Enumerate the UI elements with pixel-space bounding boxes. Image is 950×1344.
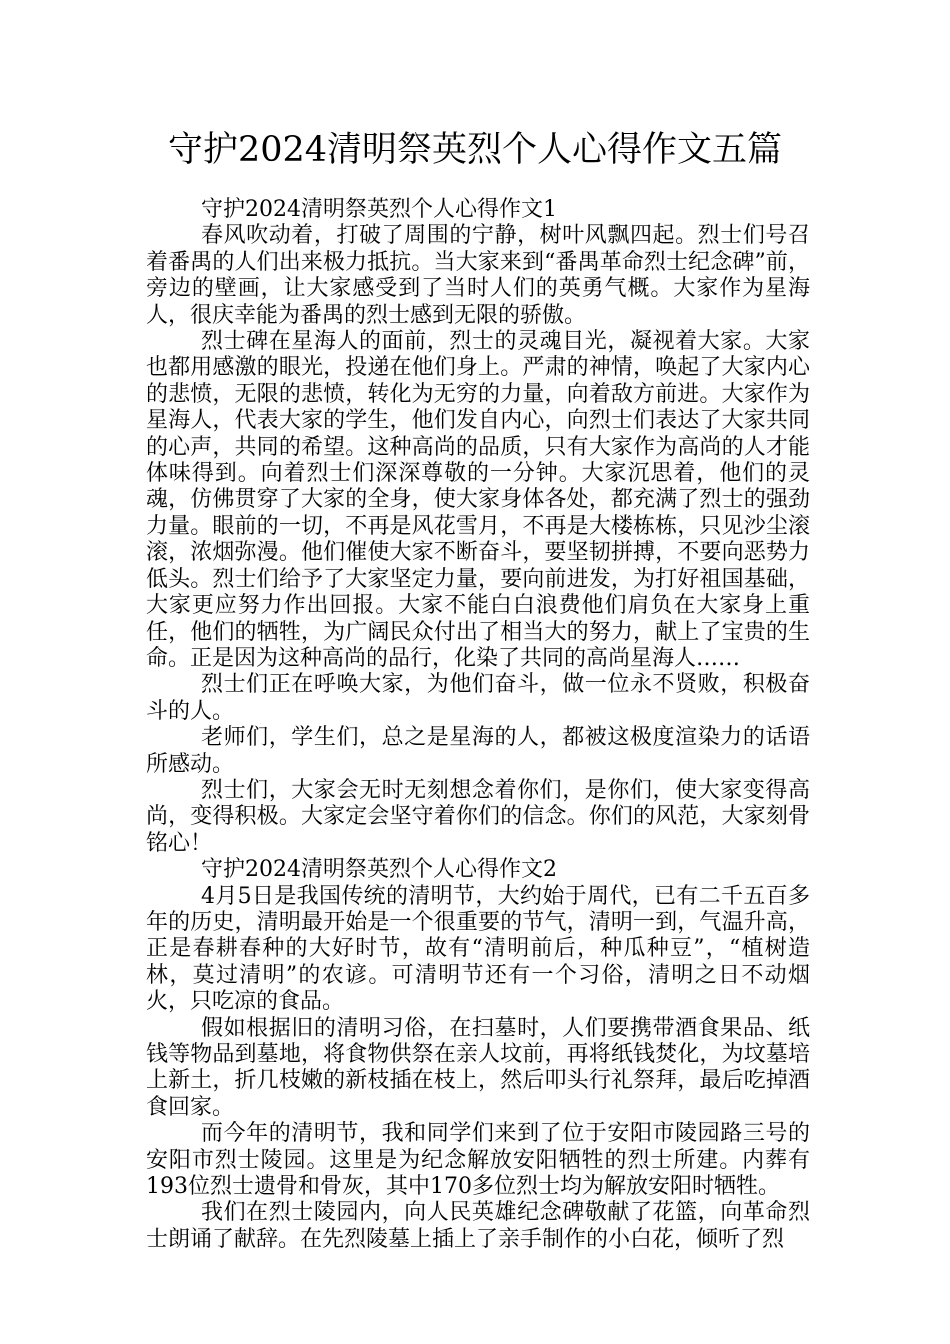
paragraph: 烈士们正在呼唤大家，为他们奋斗，做一位永不贤败，积极奋斗的人。 xyxy=(146,672,810,724)
paragraph: 我们在烈士陵园内，向人民英雄纪念碑敬献了花篮，向革命烈士朗诵了献辞。在先烈陵墓上插上了亲手制作的小白花，倾听了烈 xyxy=(146,1200,810,1252)
paragraph: 而今年的清明节，我和同学们来到了位于安阳市陵园路三号的安阳市烈士陵园。这里是为纪念解放安阳牺牲的烈士所建。内葬有193位烈士遗骨和骨灰，其中170多位烈士均为解放安阳时牺牲。 xyxy=(146,1121,810,1200)
paragraph: 烈士们，大家会无时无刻想念着你们，是你们，使大家变得高尚，变得积极。大家定会坚守着你们的信念。你们的风范，大家刻骨铭心！ xyxy=(146,777,810,856)
paragraph: 4月5日是我国传统的清明节，大约始于周代，已有二千五百多年的历史，清明最开始是一个很重要的节气，清明一到，气温升高，正是春耕春种的大好时节，故有“清明前后，种瓜种豆”，“植树造林，莫过清明”的农谚。可清明节还有一个习俗，清明之日不动烟火，只吃凉的食品。 xyxy=(146,883,810,1015)
page-title: 守护2024清明祭英烈个人心得作文五篇 xyxy=(167,130,783,170)
paragraph: 春风吹动着，打破了周围的宁静，树叶风飘四起。烈士们号召着番禺的人们出来极力抵抗。当大家来到“番禺革命烈士纪念碑”前，旁边的壁画，让大家感受到了当时人们的英勇气概。大家作为星海人，很庆幸能为番禺的烈士感到无限的骄傲。 xyxy=(146,223,810,328)
document-body xyxy=(146,197,810,1253)
paragraph: 老师们，学生们，总之是星海的人，都被这极度渲染力的话语所感动。 xyxy=(146,725,810,777)
paragraph: 烈士碑在星海人的面前，烈士的灵魂目光，凝视着大家。大家也都用感激的眼光，投递在他们身上。严肃的神情，唤起了大家内心的悲愤，无限的悲愤，转化为无穷的力量，向着敌方前进。大家作为星海人，代表大家的学生，他们发自内心，向烈士们表达了大家共同的心声，共同的希望。这种高尚的品质，只有大家作为高尚的人才能体味得到。向着烈士们深深尊敬的一分钟。大家沉思着，他们的灵魂，仿佛贯穿了大家的全身，使大家身体各处，都充满了烈士的强劲力量。眼前的一切，不再是风花雪月，不再是大楼栋栋，只见沙尘滚滚，浓烟弥漫。他们催使大家不断奋斗，要坚韧拼搏，不要向恶势力低头。烈士们给予了大家坚定力量，要向前进发，为打好祖国基础，大家更应努力作出回报。大家不能白白浪费他们肩负在大家身上重任，他们的牺牲，为广阔民众付出了相当大的努力，献上了宝贵的生命。正是因为这种高尚的品行，化染了共同的高尚星海人…… xyxy=(146,329,810,671)
section-heading: 守护2024清明祭英烈个人心得作文2 xyxy=(201,857,557,883)
section-heading: 守护2024清明祭英烈个人心得作文1 xyxy=(201,197,557,222)
paragraph: 假如根据旧的清明习俗，在扫墓时，人们要携带酒食果品、纸钱等物品到墓地，将食物供祭在亲人坟前，再将纸钱焚化，为坟墓培上新土，折几枝嫩的新枝插在枝上，然后叩头行礼祭拜，最后吃掉酒食回家。 xyxy=(146,1015,810,1120)
